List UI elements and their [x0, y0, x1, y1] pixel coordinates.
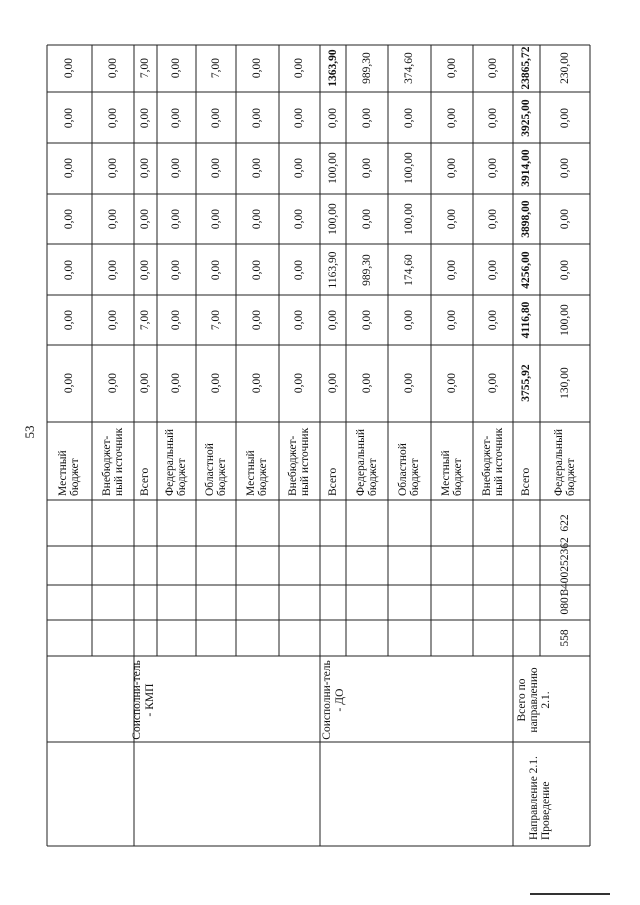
value-cell: 0,00 — [251, 372, 263, 394]
value-cell: 0,00 — [446, 57, 458, 79]
value-cell: 4256,00 — [520, 251, 532, 289]
value-cell: 0,00 — [327, 107, 339, 129]
value-cell: 230,00 — [559, 52, 571, 84]
value-cell: 174,60 — [403, 254, 415, 286]
value-cell: 0,00 — [107, 309, 119, 331]
value-cell: 0,00 — [403, 309, 415, 331]
value-cell: 0,00 — [210, 208, 222, 230]
code-grbs: 558 — [559, 629, 571, 647]
value-cell: 100,00 — [327, 203, 339, 235]
row-label: Федеральный бюджет — [164, 429, 188, 496]
value-cell: 0,00 — [487, 57, 499, 79]
value-cell: 0,00 — [293, 372, 305, 394]
value-cell: 4116,80 — [520, 301, 532, 339]
value-cell: 0,00 — [293, 259, 305, 281]
row-label: Областной бюджет — [397, 443, 421, 496]
value-cell: 0,00 — [251, 57, 263, 79]
value-cell: 0,00 — [487, 309, 499, 331]
value-cell: 0,00 — [487, 372, 499, 394]
value-cell: 0,00 — [293, 157, 305, 179]
row-label: Всего — [139, 467, 151, 496]
value-cell: 0,00 — [107, 259, 119, 281]
value-cell: 0,00 — [487, 259, 499, 281]
row-label: Внебюджет-ный источник — [287, 427, 311, 496]
value-cell: 0,00 — [327, 372, 339, 394]
row-label: Федеральный бюджет — [355, 429, 379, 496]
value-cell: 0,00 — [139, 157, 151, 179]
value-cell: 0,00 — [170, 157, 182, 179]
value-cell: 100,00 — [403, 203, 415, 235]
value-cell: 0,00 — [293, 208, 305, 230]
row-label: Местный бюджет — [57, 450, 81, 496]
value-cell: 989,30 — [361, 254, 373, 286]
value-cell: 0,00 — [139, 259, 151, 281]
value-cell: 0,00 — [361, 372, 373, 394]
value-cell: 7,00 — [139, 309, 151, 331]
total-direction-label: Всего по направлению 2.1. — [516, 667, 552, 733]
value-cell: 0,00 — [210, 157, 222, 179]
value-cell: 0,00 — [446, 208, 458, 230]
value-cell: 0,00 — [210, 259, 222, 281]
value-cell: 0,00 — [63, 259, 75, 281]
value-cell: 0,00 — [139, 107, 151, 129]
row-label: Внебюджет-ный источник — [481, 427, 505, 496]
value-cell: 0,00 — [251, 157, 263, 179]
row-label: Местный бюджет — [245, 450, 269, 496]
value-cell: 0,00 — [170, 309, 182, 331]
value-cell: 0,00 — [559, 259, 571, 281]
value-cell: 3898,00 — [520, 200, 532, 238]
value-cell: 0,00 — [293, 107, 305, 129]
value-cell: 0,00 — [446, 157, 458, 179]
value-cell: 0,00 — [251, 309, 263, 331]
value-cell: 0,00 — [139, 208, 151, 230]
value-cell: 0,00 — [293, 57, 305, 79]
value-cell: 0,00 — [63, 208, 75, 230]
value-cell: 0,00 — [559, 208, 571, 230]
value-cell: 23865,72 — [520, 46, 532, 90]
value-cell: 0,00 — [170, 57, 182, 79]
value-cell: 0,00 — [107, 208, 119, 230]
value-cell: 0,00 — [170, 259, 182, 281]
value-cell: 0,00 — [446, 372, 458, 394]
page-edge-mark — [530, 893, 610, 895]
value-cell: 100,00 — [403, 152, 415, 184]
value-cell: 989,30 — [361, 52, 373, 84]
value-cell: 7,00 — [210, 57, 222, 79]
value-cell: 0,00 — [170, 107, 182, 129]
value-cell: 0,00 — [63, 57, 75, 79]
direction-label: Направление 2.1. Проведение — [528, 756, 552, 840]
row-label: Федеральный бюджет — [553, 429, 577, 496]
value-cell: 0,00 — [170, 372, 182, 394]
value-cell: 0,00 — [559, 107, 571, 129]
value-cell: 0,00 — [63, 107, 75, 129]
row-label: Всего — [327, 467, 339, 496]
value-cell: 374,60 — [403, 52, 415, 84]
value-cell: 0,00 — [107, 57, 119, 79]
value-cell: 0,00 — [107, 372, 119, 394]
value-cell: 0,00 — [63, 372, 75, 394]
value-cell: 0,00 — [210, 107, 222, 129]
value-cell: 0,00 — [559, 157, 571, 179]
value-cell: 1163,90 — [327, 251, 339, 289]
row-label: Областной бюджет — [204, 443, 228, 496]
value-cell: 0,00 — [403, 372, 415, 394]
value-cell: 3914,00 — [520, 149, 532, 187]
value-cell: 0,00 — [63, 309, 75, 331]
row-label: Всего — [520, 467, 532, 496]
coexec-kmp-label: Соисполни-тель - КМП — [131, 660, 156, 740]
value-cell: 0,00 — [446, 309, 458, 331]
code-csr: 3400252362 — [559, 537, 571, 595]
value-cell: 0,00 — [446, 259, 458, 281]
page-number: 53 — [22, 425, 37, 439]
value-cell: 0,00 — [327, 309, 339, 331]
value-cell: 100,00 — [559, 304, 571, 336]
value-cell: 130,00 — [559, 367, 571, 399]
value-cell: 0,00 — [446, 107, 458, 129]
value-cell: 0,00 — [251, 208, 263, 230]
value-cell: 0,00 — [361, 309, 373, 331]
row-label: Местный бюджет — [440, 450, 464, 496]
value-cell: 7,00 — [139, 57, 151, 79]
value-cell: 0,00 — [487, 208, 499, 230]
value-cell: 3755,92 — [520, 364, 532, 402]
coexec-do-label: Соисполни-тель - ДО — [321, 660, 346, 740]
value-cell: 0,00 — [487, 107, 499, 129]
value-cell: 100,00 — [327, 152, 339, 184]
value-cell: 0,00 — [251, 259, 263, 281]
value-cell: 1363,90 — [327, 49, 339, 87]
value-cell: 0,00 — [293, 309, 305, 331]
value-cell: 0,00 — [251, 107, 263, 129]
value-cell: 0,00 — [361, 107, 373, 129]
value-cell: 7,00 — [210, 309, 222, 331]
value-cell: 0,00 — [107, 157, 119, 179]
value-cell: 0,00 — [361, 208, 373, 230]
value-cell: 0,00 — [487, 157, 499, 179]
code-vr: 622 — [559, 514, 571, 532]
code-rzpr: 0801 — [559, 591, 571, 615]
value-cell: 3925,00 — [520, 99, 532, 137]
value-cell: 0,00 — [107, 107, 119, 129]
value-cell: 0,00 — [210, 372, 222, 394]
value-cell: 0,00 — [63, 157, 75, 179]
value-cell: 0,00 — [139, 372, 151, 394]
value-cell: 0,00 — [170, 208, 182, 230]
value-cell: 0,00 — [361, 157, 373, 179]
row-label: Внебюджет-ный источник — [101, 427, 125, 496]
value-cell: 0,00 — [403, 107, 415, 129]
